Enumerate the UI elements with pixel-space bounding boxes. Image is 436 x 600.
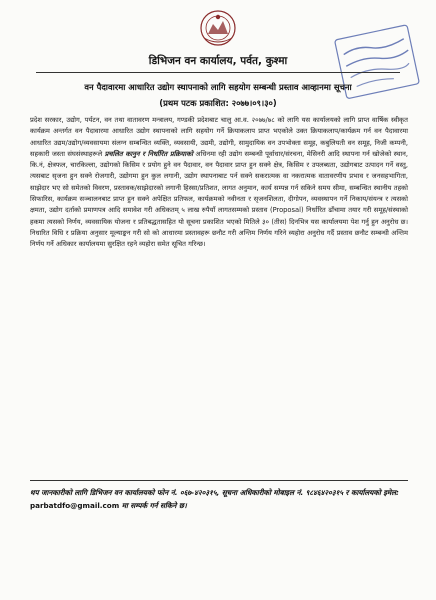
contact-tail: मा सम्पर्क गर्न सकिने छ। bbox=[121, 501, 187, 510]
footer-divider bbox=[30, 480, 408, 481]
title-divider bbox=[36, 72, 400, 73]
body-highlight: प्रचलित कानुन र निर्धारित प्रक्रियाको bbox=[104, 149, 193, 158]
office-name: डिभिजन वन कार्यालय, पर्वत, कुश्मा bbox=[148, 55, 288, 67]
notice-body bbox=[30, 115, 408, 251]
notice-title: वन पैदावारमा आधारित उद्योग स्थापनाको लागि सहयोग सम्बन्धी प्रस्ताव आव्हानमा सूचना bbox=[84, 82, 352, 92]
publication-date: (प्रथम पटक प्रकाशित: २०७७।०९।३०) bbox=[159, 98, 277, 108]
body-text-part1: प्रदेश सरकार, उद्योग, पर्यटन, वन तथा वातावरण मन्त्रालय, गण्डकी प्रदेशबाट चालु आ.व. २०७७/७८ को लागि यस कार्यालयको लागि प्राप्त वार्षिक स्वीकृत कार्यक्रम अन्तर्गत वन पैदावारमा आधारित उद्योग स्थापनाको लागि सहयोग गर्ने क्रियाकलाप प्राप्त भएकोले उक्त क्रियाकलाप/कार्यक्रम गर्न वन पैदावारमा आधारित उद्यम/उद्योग/व्यवसायमा संलग्न सम्बन्धित व्यक्ति, व्यवसायी, उद्यमी, उद्योगी, सामुदायिक वन उपभोक्ता समूह, कबुलियती वन समूह, निजी कम्पनी, सहकारी जस्ता संघसंस्थाहरूले bbox=[30, 116, 408, 158]
government-emblem-icon bbox=[198, 8, 238, 48]
contact-note bbox=[30, 486, 410, 512]
body-text-part2: अधिनमा रही उद्योग सम्बन्धी पूर्वाधार/संरचना, मेसिनरी आदि स्थापना गर्न खोजेको स्थान, कि.नं, क्षेत्रफल, चारकिल्ला, उद्योगको किसिम र प्रयोग हुने वन पैदावार, वन पैदावार प्राप्त हुन सक्ने क्षेत्र, किसिम र उपलब्धता, उद्योगबाट उत्पादन गर्ने वस्तु, त्यसबाट सृजना हुन सक्ने रोजगारी, उद्योगमा हुन कुल लगानी, उद्योग स्थापनाबाट पर्न सक्ने सकरात्मक वा नकरात्मक वातावरणीय प्रभाव र जनसहभागिता, साझेदार भए सो समेतको विवरण, प्रस्तावक/साझेदारको लगानी हिस्सा/प्रतिशत, लागत अनुमान, कार्य सम्पन्न गर्न सकिने समय सीमा, सम्बन्धित स्थानीय तहको सिफारिस, कार्यक्रम सञ्चालनबाट प्राप्त हुन सक्ने अपेक्षित प्रतिफल, कार्यक्रमको नवीनता र सृजनशिलता, दीगोपन, व्यवस्थापन गर्ने निकाय/संयन्त्र र त्यसको क्षमता, उद्योग दर्ताको प्रमाणपत्र आदि समावेश गरी अधिकतम् ५ लाख रुपैयाँ लागतसम्मको प्रस्ताव (Proposal) निर्धारित ढाँचामा तयार गरी समूह/संस्थाको हकमा त्यसको निर्णय, व्यवसायिक योजना र प्रतिबद्धतासहित यो सूचना प्रकाशित भएको मितिले ३० (तीस) दिनभित्र यस कार्यालयमा पेश गर्नु हुन अनुरोध छ। निधारित विधि र प्रक्रिया अनुसार मूल्याङ्कन गरी सो को आधारमा प्रस्तावहरू छनौट गरी अन्तिम निर्णय गरिने व्यहोरा अनुरोध गर्दै प्रस्ताव छनौट सम्बन्धी अन्तिम निर्णय गर्ने अधिकार कार्यालयमा सुरक्षित रहने व्यहोरा समेत सूचित गरिन्छ। bbox=[30, 149, 408, 249]
contact-email[interactable]: parbatdfo@gmail.com bbox=[30, 501, 120, 510]
contact-text: थप जानकारीको लागि डिभिजन वन कार्यालयको फोन नं. ०६७-४२०३१५, सूचना अधिकारीको मोबाइल नं. ९८४६४२०३१५ र कार्यालयको इमेल: bbox=[30, 488, 399, 497]
